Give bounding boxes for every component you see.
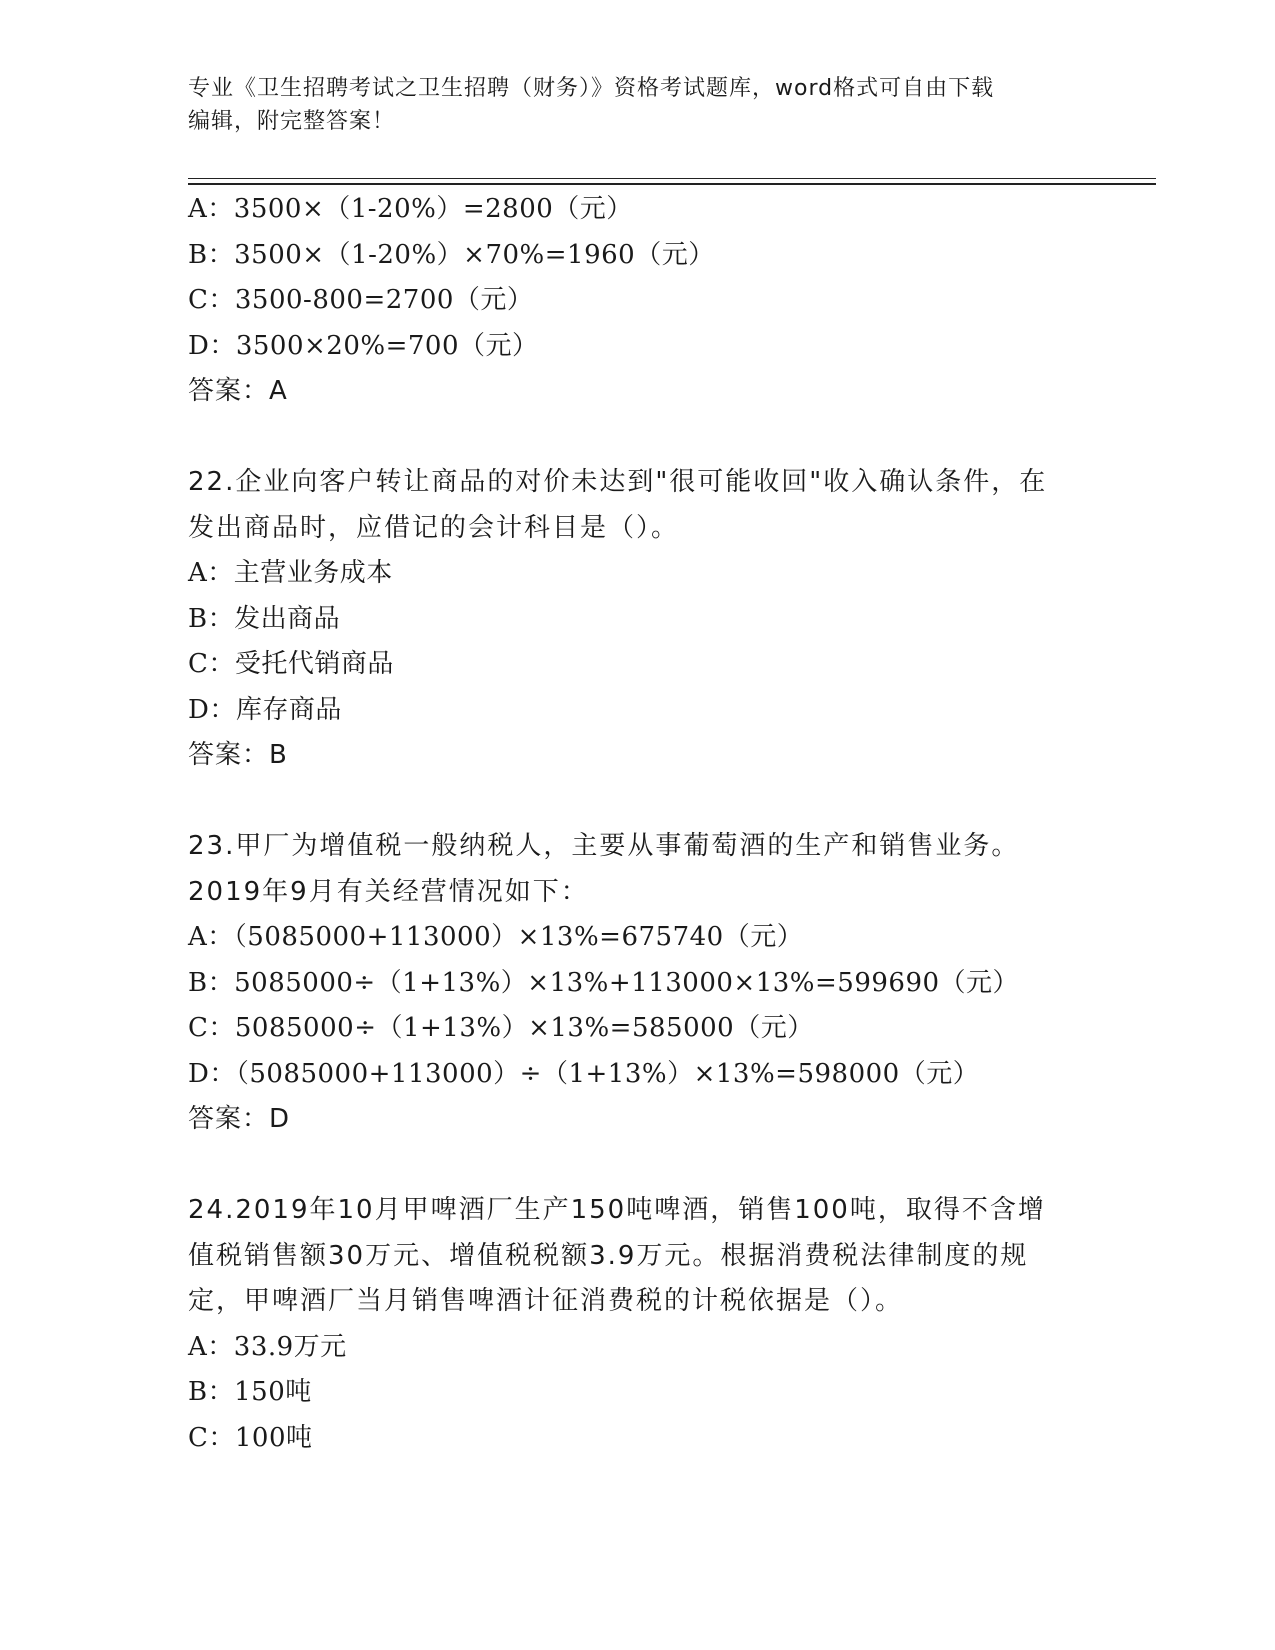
spacer — [188, 779, 1088, 825]
header-divider-thin — [188, 178, 1156, 179]
option-b: B：3500×（1-20%）×70%=1960（元） — [188, 239, 715, 270]
spacer — [188, 415, 1088, 461]
option-a: A：3500×（1-20%）=2800（元） — [188, 194, 633, 224]
question-stem-line: 定，甲啤酒厂当月销售啤酒计征消费税的计税依据是（）。 — [188, 1286, 904, 1316]
option-b: B：发出商品 — [188, 603, 341, 634]
option-b: B：5085000÷（1+13%）×13%+113000×13%=599690（元） — [188, 967, 1020, 998]
option-a: A：主营业务成本 — [188, 558, 393, 588]
question-stem-line: 22.企业向客户转让商品的对价未达到"很可能收回"收入确认条件，在 — [188, 467, 1048, 497]
spacer — [188, 1143, 1088, 1189]
option-a: A：33.9万元 — [188, 1331, 347, 1362]
option-d: D：（5085000+113000）÷（1+13%）×13%=598000（元） — [188, 1058, 980, 1089]
header-divider-thick — [188, 183, 1156, 185]
header-line-2: 编辑，附完整答案！ — [188, 109, 396, 134]
question-21 — [188, 187, 1088, 415]
question-stem-line: 23.甲厂为增值税一般纳税人，主要从事葡萄酒的生产和销售业务。 — [188, 831, 1020, 861]
answer-line: 答案：A — [188, 376, 288, 406]
header-line-1: 专业《卫生招聘考试之卫生招聘（财务）》资格考试题库，word格式可自由下载 — [188, 76, 995, 101]
option-c: C：受托代销商品 — [188, 649, 394, 679]
option-d: D：3500×20%=700（元） — [188, 330, 539, 361]
option-b: B：150吨 — [188, 1377, 312, 1407]
question-stem-line: 2019年9月有关经营情况如下： — [188, 876, 589, 907]
option-a: A：（5085000+113000）×13%=675740（元） — [188, 922, 804, 952]
question-list — [188, 187, 1088, 1461]
question-24 — [188, 1188, 1088, 1461]
option-d: D：库存商品 — [188, 694, 342, 725]
question-23 — [188, 824, 1088, 1143]
answer-line: 答案：D — [188, 1104, 291, 1134]
option-c: C：3500-800=2700（元） — [188, 285, 534, 315]
document-header — [188, 72, 1068, 138]
question-stem-line: 24.2019年10月甲啤酒厂生产150吨啤酒，销售100吨，取得不含增 — [188, 1195, 1046, 1225]
answer-line: 答案：B — [188, 740, 288, 770]
option-c: C：5085000÷（1+13%）×13%=585000（元） — [188, 1013, 814, 1043]
question-stem-line: 发出商品时，应借记的会计科目是（）。 — [188, 512, 680, 543]
question-22 — [188, 460, 1088, 779]
question-stem-line: 值税销售额30万元、增值税税额3.9万元。根据消费税法律制度的规 — [188, 1240, 1029, 1271]
option-c: C：100吨 — [188, 1422, 313, 1453]
